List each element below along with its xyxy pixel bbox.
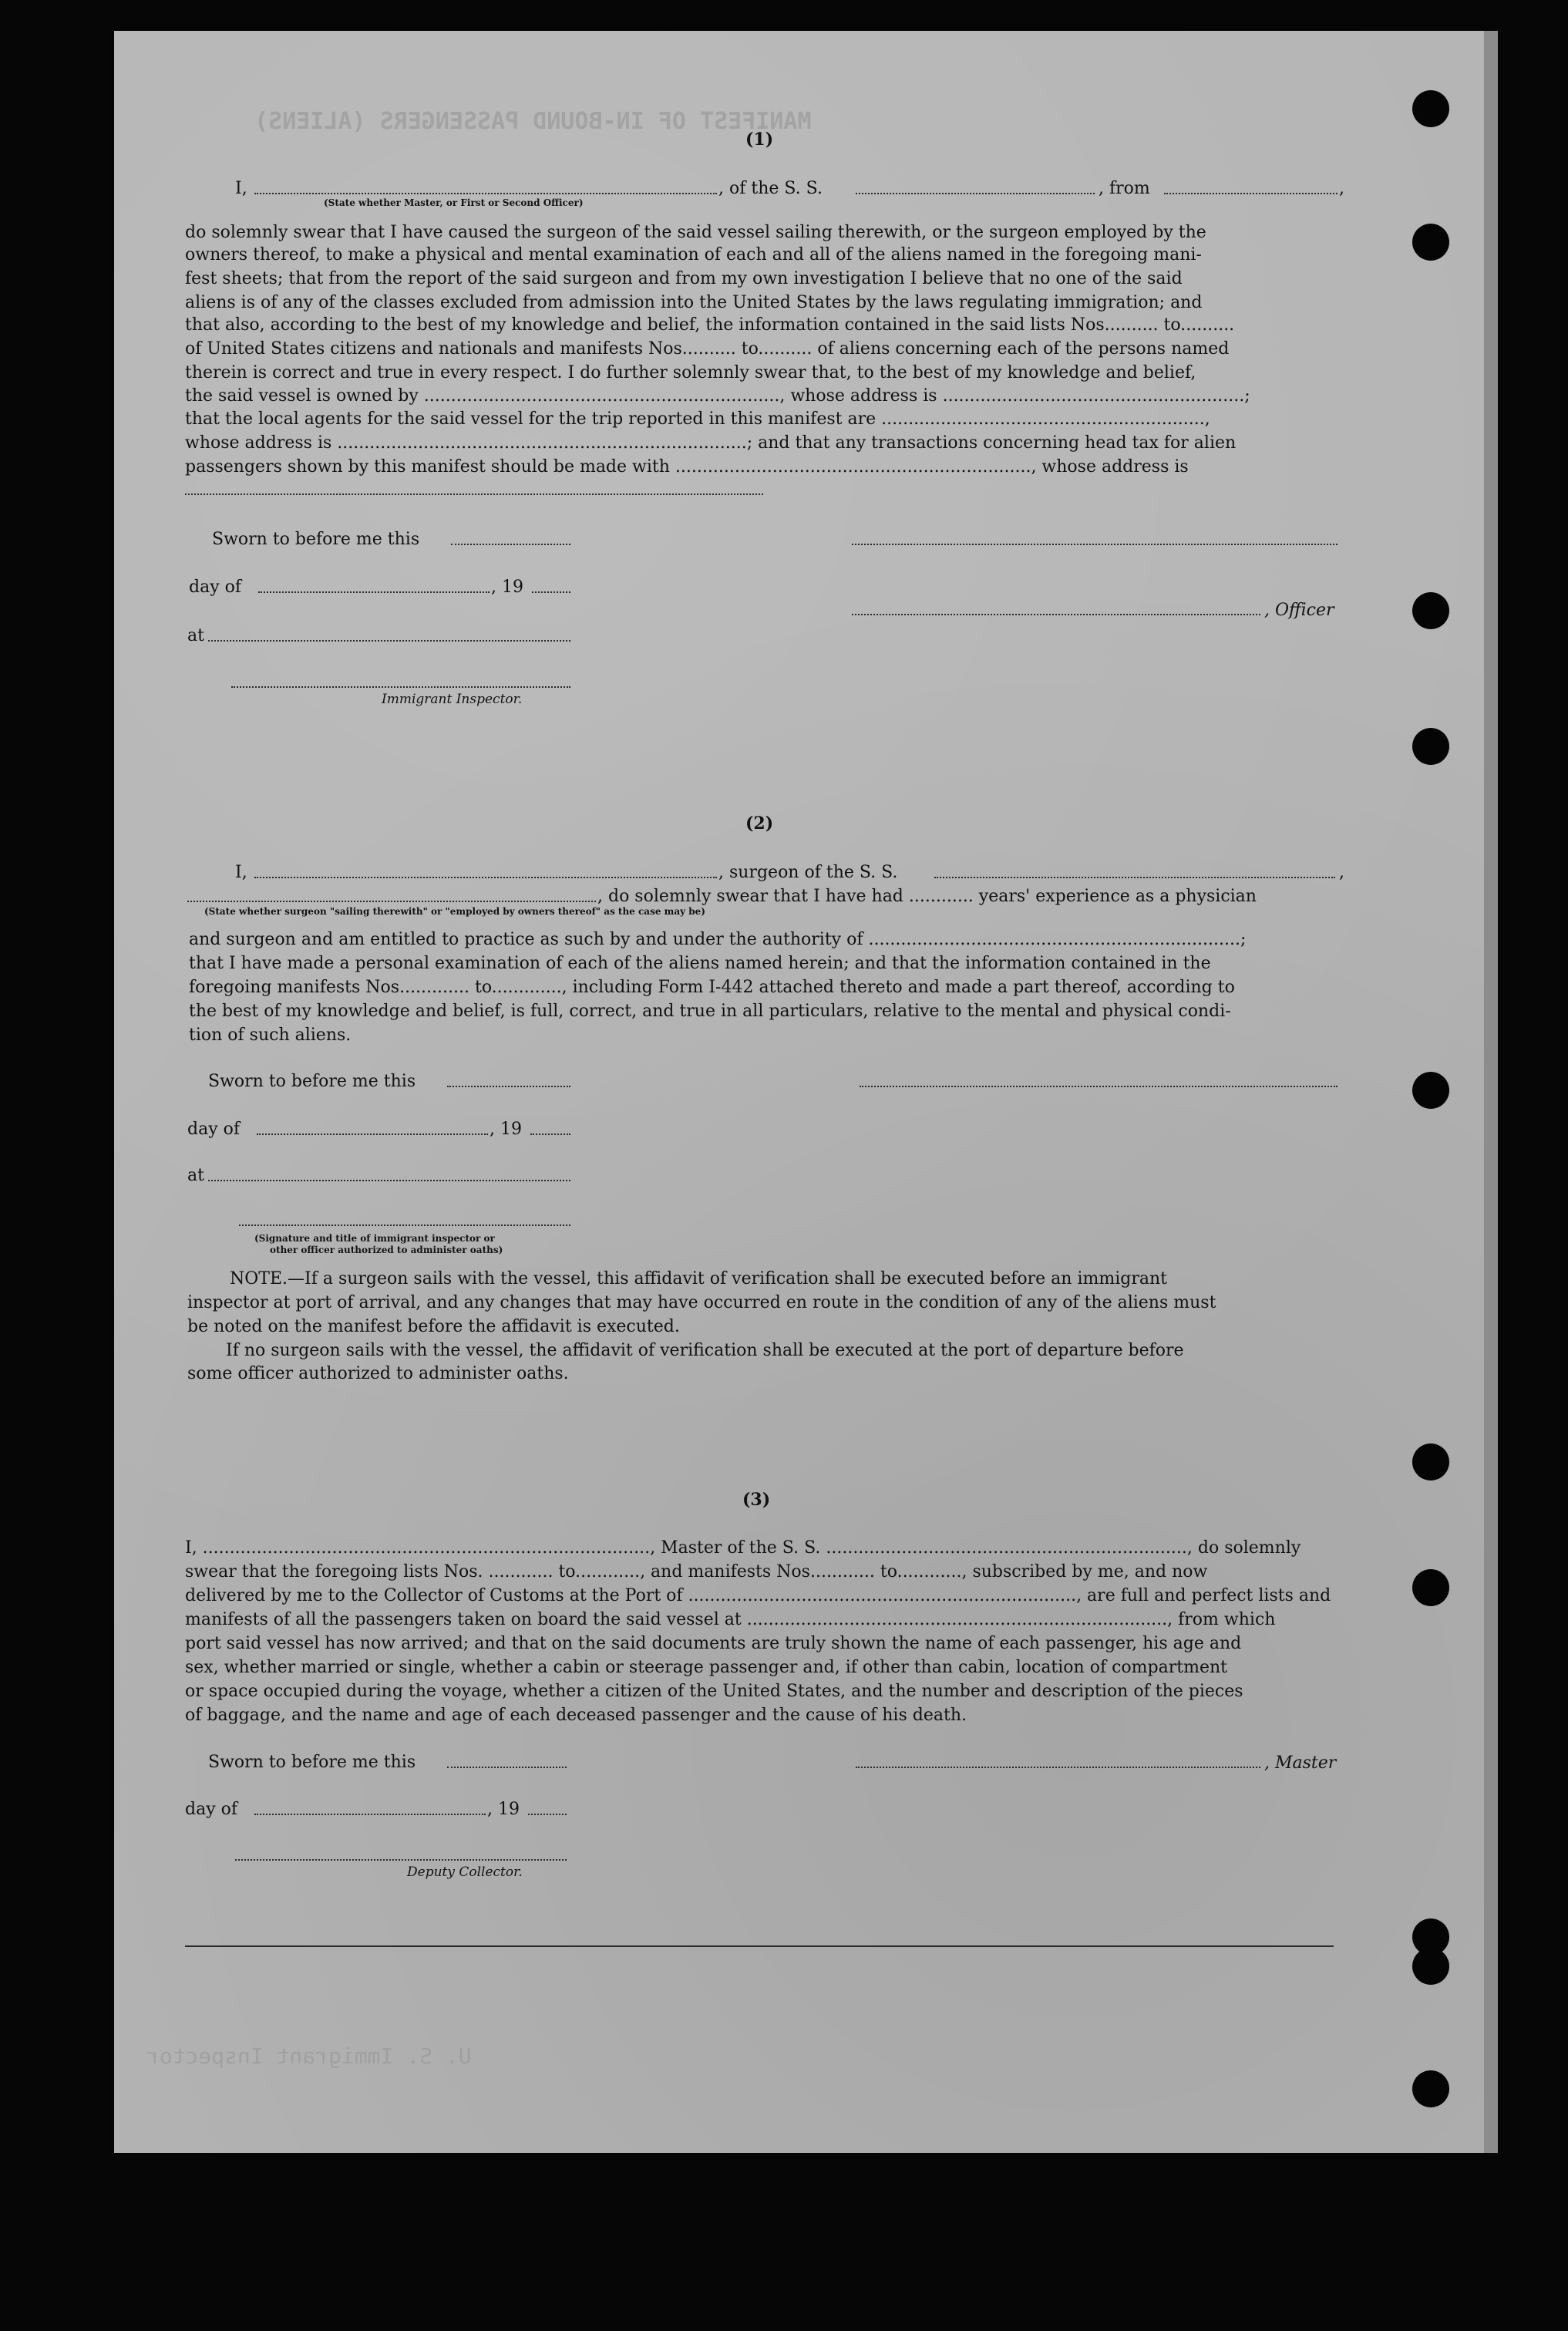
- oath-line: swear that the foregoing lists Nos. ............ to............, and manifests Nos............ to............, subscribed by me, and now: [185, 1562, 1208, 1582]
- oath-text: , do solemnly swear that I have had ............ years' experience as a physician: [597, 887, 1257, 906]
- jurat-date-field: [451, 544, 570, 545]
- jurat-year-field: [532, 591, 570, 593]
- jurat-day-of: day of: [189, 578, 242, 597]
- oath-line: the best of my knowledge and belief, is full, correct, and true in all particulars, relative to the mental and physical condi-: [189, 1002, 1231, 1021]
- oath-line: foregoing manifests Nos............. to............., including Form I-442 attached thereto and made a part thereof, according to: [189, 978, 1235, 997]
- jurat-year-field: [528, 1814, 567, 1815]
- oath-line: and surgeon and am entitled to practice as such by and under the authority of .....................................................................;: [189, 930, 1247, 949]
- departure-port-field: [1164, 193, 1338, 194]
- punch-hole: [1412, 728, 1449, 765]
- jurat-at: at: [187, 626, 204, 645]
- note-line: NOTE.—If a surgeon sails with the vessel, this affidavit of verification shall be executed before an immigrant: [230, 1269, 1167, 1288]
- punch-hole: [1412, 1569, 1449, 1606]
- oath-text: I,: [235, 179, 247, 198]
- jurat-place-field: [208, 1180, 570, 1181]
- oath-text: , of the S. S.: [718, 179, 823, 198]
- surgeon-status-field: [187, 901, 596, 902]
- page-edge-strip: [1484, 31, 1498, 2153]
- oath-line: whose address is ............................................................................; and that any transactions concerning head tax for alien: [185, 433, 1237, 453]
- note-line: If no surgeon sails with the vessel, the affidavit of verification shall be executed at the port of departure before: [226, 1341, 1184, 1360]
- oath-line: delivered by me to the Collector of Customs at the Port of ........................................................................, are full and perfect lists and: [185, 1586, 1331, 1605]
- oath-line: manifests of all the passengers taken on board the said vessel at .............................................................................., from which: [185, 1610, 1276, 1629]
- surgeon-name-field: [254, 877, 717, 878]
- oath-line: aliens is of any of the classes excluded from admission into the United States by the laws regulating immigration; and: [185, 293, 1203, 312]
- punch-hole: [1412, 2070, 1449, 2107]
- punch-hole: [1412, 1948, 1449, 1985]
- jurat-day-of: day of: [187, 1120, 241, 1139]
- oath-line: or space occupied during the voyage, whether a citizen of the United States, and the number and description of the pieces: [185, 1682, 1243, 1701]
- inspector-label: Immigrant Inspector.: [382, 692, 523, 707]
- note-line: some officer authorized to administer oaths.: [187, 1364, 569, 1383]
- surgeon-signature-line: [860, 1086, 1338, 1087]
- oath-line: port said vessel has now arrived; and that on the said documents are truly shown the name of each passenger, his age and: [185, 1634, 1242, 1653]
- officer-label: , Officer: [1264, 601, 1334, 620]
- section-number: (2): [745, 813, 774, 834]
- field-note: (State whether surgeon "sailing therewith" or "employed by owners thereof" as the case may be): [204, 906, 705, 917]
- bottom-rule: [185, 1945, 1334, 1947]
- oath-text: I,: [235, 863, 247, 882]
- jurat-year: , 19: [487, 1800, 520, 1819]
- oath-line: sex, whether married or single, whether a cabin or steerage passenger and, if other than cabin, location of compartment: [185, 1658, 1227, 1677]
- oath-text: ,: [1339, 863, 1344, 882]
- oath-text: , surgeon of the S. S.: [718, 863, 898, 882]
- deputy-signature-line: [235, 1859, 567, 1861]
- jurat-date-field: [447, 1767, 567, 1768]
- oath-text: ,: [1339, 179, 1344, 198]
- inspector-signature-line: [231, 686, 570, 688]
- oath-line: I, ..................................................................................., Master of the S. S. ..................................................................., do solemnly: [185, 1538, 1301, 1558]
- punch-hole: [1412, 90, 1449, 127]
- signature-note: (Signature and title of immigrant inspector or: [254, 1233, 495, 1244]
- officer-name-field: [254, 193, 717, 194]
- punch-hole: [1412, 592, 1449, 629]
- punch-hole: [1412, 1443, 1449, 1480]
- jurat-year: , 19: [491, 578, 523, 597]
- section-number: (1): [745, 130, 774, 150]
- jurat-date-field: [447, 1086, 570, 1087]
- punch-hole: [1412, 224, 1449, 261]
- vessel-name-field: [934, 877, 1335, 878]
- jurat-at: at: [187, 1166, 204, 1185]
- note-line: inspector at port of arrival, and any changes that may have occurred en route in the condition of any of the aliens must: [187, 1293, 1216, 1312]
- oath-line: tion of such aliens.: [189, 1026, 352, 1045]
- jurat-month-field: [257, 1133, 488, 1135]
- officer-name-line: [852, 614, 1260, 615]
- jurat-sworn: Sworn to before me this: [208, 1072, 416, 1091]
- bleed-through-stamp: U. S. Immigrant Inspector: [146, 2043, 472, 2069]
- jurat-day-of: day of: [185, 1800, 238, 1819]
- master-label: , Master: [1264, 1753, 1337, 1773]
- jurat-sworn: Sworn to before me this: [208, 1753, 416, 1772]
- note-line: be noted on the manifest before the affidavit is executed.: [187, 1317, 680, 1336]
- oath-line: owners thereof, to make a physical and mental examination of each and all of the aliens named in the foregoing mani-: [185, 245, 1202, 264]
- oath-line: do solemnly swear that I have caused the surgeon of the said vessel sailing therewith, or the surgeon employed by the: [185, 223, 1206, 242]
- oath-line: the said vessel is owned by .................................................................., whose address is ........................................................;: [185, 386, 1250, 406]
- oath-line: that I have made a personal examination of each of the aliens named herein; and that the information contained in the: [189, 954, 1211, 973]
- signature-note: other officer authorized to administer oaths): [270, 1245, 503, 1255]
- jurat-place-field: [208, 640, 570, 642]
- officer-signature-line: [852, 544, 1338, 545]
- oath-line: therein is correct and true in every respect. I do further solemnly swear that, to the best of my knowledge and belief,: [185, 363, 1196, 382]
- address-field: [185, 493, 763, 495]
- oath-line: fest sheets; that from the report of the said surgeon and from my own investigation I believe that no one of the said: [185, 269, 1183, 288]
- field-note: (State whether Master, or First or Second Officer): [324, 197, 584, 208]
- bleed-through-header: MANIFEST OF IN-BOUND PASSENGERS (ALIENS): [254, 108, 812, 135]
- jurat-year: , 19: [490, 1120, 522, 1139]
- inspector-signature-line: [239, 1224, 570, 1226]
- oath-line: of baggage, and the name and age of each deceased passenger and the cause of his death.: [185, 1706, 967, 1725]
- oath-line: passengers shown by this manifest should be made with .................................................................., whose address is: [185, 457, 1189, 477]
- vessel-name-field: [856, 193, 1095, 194]
- jurat-year-field: [530, 1133, 570, 1135]
- oath-line: that also, according to the best of my knowledge and belief, the information contained in the said lists Nos.......... to..........: [185, 315, 1235, 335]
- oath-line: that the local agents for the said vessel for the trip reported in this manifest are ............................................................,: [185, 409, 1210, 429]
- oath-text: , from: [1099, 179, 1150, 198]
- jurat-sworn: Sworn to before me this: [212, 530, 420, 549]
- punch-hole: [1412, 1072, 1449, 1109]
- master-signature-line: [856, 1767, 1260, 1768]
- jurat-month-field: [254, 1814, 486, 1815]
- oath-line: of United States citizens and nationals and manifests Nos.......... to.......... of aliens concerning each of the persons named: [185, 339, 1230, 359]
- deputy-label: Deputy Collector.: [407, 1864, 523, 1880]
- section-number: (3): [742, 1490, 771, 1510]
- jurat-month-field: [258, 591, 490, 593]
